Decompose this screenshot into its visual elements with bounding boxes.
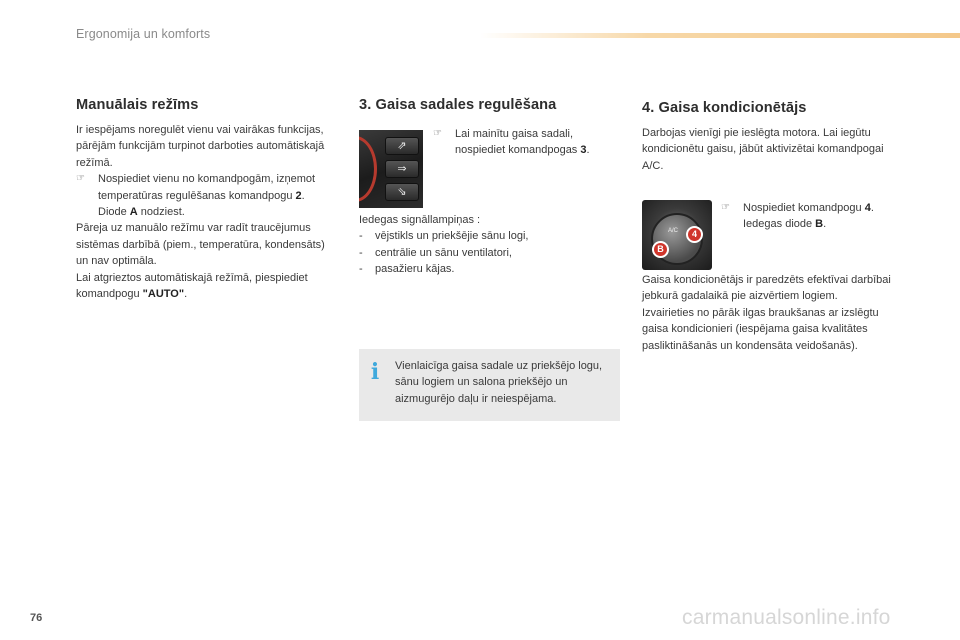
windscreen-vent-icon: ⇗ [385,137,419,155]
section-title-air-distribution: 3. Gaisa sadales regulēšana [359,97,557,113]
indicator-list [359,212,609,278]
info-note [359,349,620,421]
instruction-item [433,126,613,159]
paragraph: Pāreja uz manuālo režīmu var radīt traucējumus sistēmas darbībā (piem., temperatūra, kondensāts) un nav optimāla. [76,222,325,268]
list-item: - centrālie un sānu ventilatori, [359,246,512,259]
section-body-manual-mode [76,122,336,302]
instruction-text: Lai mainītu gaisa sadali, nospiediet komandpogas 3. [455,128,590,157]
diode-b-badge: B [652,241,669,258]
ac-button-image [642,200,712,270]
paragraph: Izvairieties no pārāk ilgas braukšanas ar izslēgtu gaisa kondicionieri (iespējama gaisa kvalitātes pasliktināšanās un kondensāta veidošanās). [642,306,879,352]
instruction-item [76,171,336,220]
list-intro: Iedegas signāllampiņas : [359,214,481,226]
paragraph: Ir iespējams noregulēt vienu vai vairākas funkcijas, pārējām funkcijām turpinot darboties automātiskajā režīmā. [76,124,325,169]
panel-arc [359,136,377,202]
section-title-air-conditioning: 4. Gaisa kondicionētājs [642,100,807,116]
ac-label: A/C [668,228,679,234]
footwell-vent-icon: ⇘ [385,183,419,201]
paragraph: Gaisa kondicionētājs ir paredzēts efektīvai darbībai jebkurā gadalaikā pie aizvērtiem logiem. [642,274,891,303]
pointing-hand-icon: ☞ [721,202,730,213]
pointing-hand-icon: ☞ [76,173,85,185]
instruction-item [721,200,901,233]
list-item: - vējstikls un priekšējie sānu logi, [359,230,529,243]
air-distribution-panel-image [359,130,423,208]
instruction-text: Nospiediet komandpogu 4. Iedegas diode B. [743,202,874,231]
watermark: carmanualsonline.info [682,606,891,629]
section-title-manual-mode: Manuālais režīms [76,97,199,113]
button-4-badge: 4 [686,226,703,243]
pointing-hand-icon: ☞ [433,128,442,139]
paragraph: Lai atgrieztos automātiskajā režīmā, piespiediet komandpogu "AUTO". [76,271,308,301]
info-icon: i [370,359,380,385]
section-body-air-conditioning [642,272,902,354]
info-note-text: Vienlaicīga gaisa sadale uz priekšējo logu, sānu logiem un salona priekšējo un aizmugurējo daļu ir neiespējama. [395,360,603,405]
instruction-text: Nospiediet vienu no komandpogām, izņemot temperatūras regulēšanas komandpogu 2. Diode A nodziest. [98,173,316,219]
page-header-title: Ergonomija un komforts [76,27,211,41]
header-accent-bar [480,33,960,38]
paragraph: Darbojas vienīgi pie ieslēgta motora. Lai iegūtu kondicionētu gaisu, jābūt aktivizētai komandpogai A/C. [642,127,884,172]
page-number: 76 [30,612,43,624]
list-item: - pasažieru kājas. [359,263,455,276]
face-vent-icon: ⇒ [385,160,419,178]
